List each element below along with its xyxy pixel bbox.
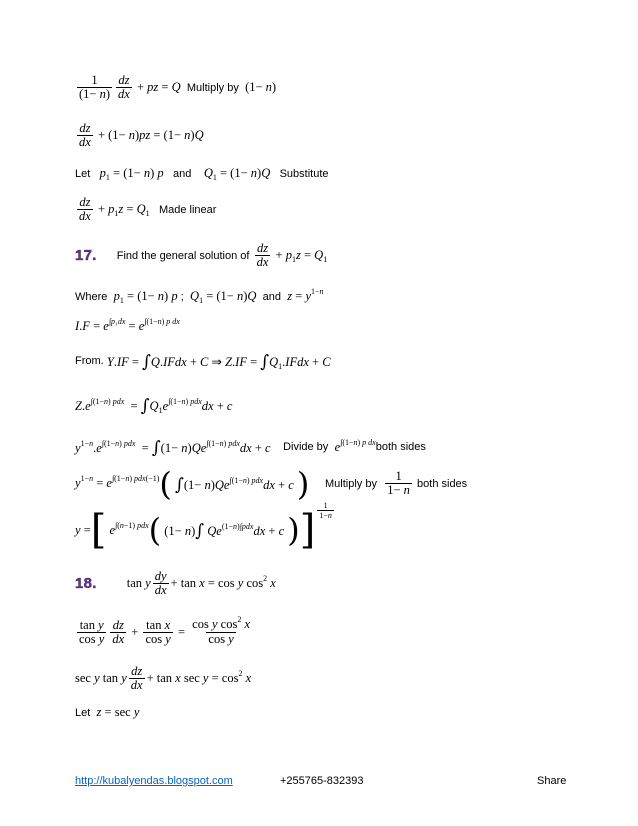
integrating-factor: $I.F = e^{\int p_1dx} = e^{\int(1-n) p dx}$: [75, 317, 180, 333]
footer-phone: +255765-832393: [280, 775, 364, 787]
divide-by-label: Divide by: [283, 441, 329, 453]
multiply-by-label: Multiply by: [186, 81, 239, 94]
footer-link[interactable]: http://kubalyendas.blogspot.com: [75, 775, 233, 787]
both-sides-label: both sides: [375, 441, 426, 453]
equation-4: dz dx + $p_1z = Q_1$ Made linear: [79, 195, 217, 223]
question-17-text: Find the general solution of: [116, 249, 250, 262]
and-label-2: and: [262, 290, 282, 303]
equation-3: Let $p_1 = (1- n)$ p and $Q_1 = (1- n)Q$ Substitute: [75, 166, 329, 182]
substitute-label: Substitute: [279, 167, 329, 180]
let-label-2: Let: [75, 706, 91, 719]
question-18-number: 18.: [75, 575, 97, 592]
from-line: From. Y.IF = ∫Q.IFdx + C ⇒ $Z.IF = \int Q_1.IFdx + C$: [75, 352, 331, 372]
where-label: Where: [75, 290, 108, 303]
multiply-by-label-2: Multiply by: [325, 477, 377, 490]
made-linear-label: Made linear: [158, 203, 217, 216]
equation-18-3: Let z = sec y: [75, 705, 140, 719]
z-equation: $Z.e^{\int(1-n) pdx} = \int Q_1e^{\int(1-n) pdx}dx + c$: [75, 396, 233, 416]
y-equation-1: $y^{1-n}.e^{\int(1-n) pdx} = \int(1- n)Qe^{\int(1-n) pdx}dx + c$ Divide by $e^{\int(1-n) p dx}$ both sides: [75, 437, 426, 458]
y-equation-3: y = [ $e^{\int(n-1) pdx}$ ( (1− n)∫ $Qe^{(1-n)\int pdx}dx + c$ ) ] 1 1−n: [75, 500, 332, 553]
equation-18-1: tan y cos y dz dx + $\frac{\text{tan x}}{\text{cos y}}$ = $\frac{\cos y \cos^2 x}{\text{cos y}}$: [79, 615, 250, 646]
equation-18-2: sec y tan y dz dx + tan x $\sec y = \cos^2 x$: [75, 664, 252, 692]
semicolon-label: ;: [180, 290, 184, 303]
both-sides-label-2: both sides: [417, 477, 468, 490]
question-17-number: 17.: [75, 247, 97, 264]
question-18: 18. tan y dy dx + tan x = cos y $\cos^2 x$: [75, 569, 276, 597]
and-label: and: [172, 167, 192, 180]
let-label: Let: [75, 167, 91, 180]
equation-2: dz dx + (1− n)pz = (1− n)Q: [79, 121, 204, 149]
from-label: From.: [75, 355, 104, 367]
y-equation-2: $y^{1-n} = e^{\int(1-n) pdx(-1)}$ ( $\int(1- n)Qe^{\int(1-n) pdx}dx + c$ ) Multiply by 1 1− n both sides: [75, 464, 468, 503]
question-17: 17. Find the general solution of dz dx + $p_1z = Q_1$: [75, 241, 328, 269]
footer-share-button[interactable]: Share: [537, 775, 567, 787]
where-line: Where $p_1 = (1- n)$ p ; $Q_1 = (1- n)Q$ and $z = y^{1-n}$: [75, 287, 324, 305]
equation-1: 1 (1− n) dz dx + pz = Q Multiply by (1− n): [79, 73, 277, 101]
